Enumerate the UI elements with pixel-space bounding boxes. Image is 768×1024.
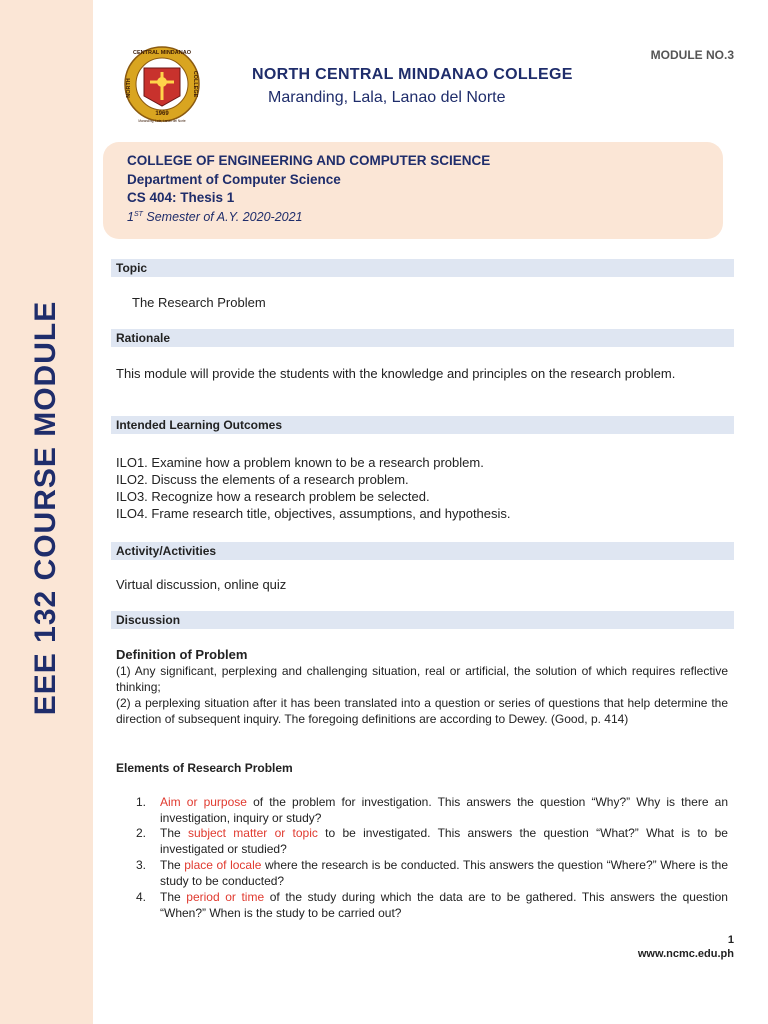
topic-text: The Research Problem (132, 295, 266, 310)
list-item: 4. The period or time of the study during which the data are to be gathered. This answers the question “When?” When is the study to be carried out? (136, 890, 728, 920)
website-link[interactable]: www.ncmc.edu.ph (637, 948, 734, 960)
logo-left-text: NORTH (126, 78, 132, 98)
semester-label: 1ST Semester of A.Y. 2020-2021 (127, 210, 303, 224)
definition-2: (2) a perplexing situation after it has been translated into a question or series of questions that help determine the direction of subsequent inquiry. The foregoing definitions are according to Dewey. (Good, p. 414) (116, 696, 728, 726)
course-module-title: EEE 132 COURSE MODULE (29, 300, 62, 716)
page-number: 1 (727, 934, 734, 946)
definition-title: Definition of Problem (116, 647, 248, 662)
list-item: 3. The place of locale where the research is be conducted. This answers the question “Where?” Where is the study to be conducted? (136, 858, 729, 888)
topic-heading: Topic (111, 259, 734, 277)
ilo-item: ILO2. Discuss the elements of a research problem. (116, 472, 409, 487)
course-info-box (103, 142, 723, 239)
rationale-text: This module will provide the students with the knowledge and principles on the research problem. (116, 366, 676, 381)
college-department-name: COLLEGE OF ENGINEERING AND COMPUTER SCIENCE (127, 153, 491, 168)
logo-year: 1969 (155, 111, 169, 117)
course-code: CS 404: Thesis 1 (127, 190, 235, 205)
rationale-heading: Rationale (111, 329, 734, 347)
ilo-item: ILO4. Frame research title, objectives, assumptions, and hypothesis. (116, 506, 511, 521)
college-logo (124, 44, 200, 126)
list-item: 1. Aim or purpose of the problem for investigation. This answers the question “Why?” Why is there an investigation, inquiry or study? (136, 795, 728, 825)
definition-1: (1) Any significant, perplexing and challenging situation, real or artificial, the solution of which requires reflective thinking; (116, 664, 728, 694)
activity-heading: Activity/Activities (111, 542, 734, 560)
module-number: MODULE NO.3 (650, 48, 734, 62)
logo-top-text: CENTRAL MINDANAO (133, 50, 191, 56)
ilo-item: ILO3. Recognize how a research problem be selected. (116, 489, 430, 504)
ilo-item: ILO1. Examine how a problem known to be a research problem. (116, 455, 484, 470)
department-name: Department of Computer Science (127, 172, 341, 187)
logo-right-text: COLLEGE (192, 70, 198, 98)
activity-text: Virtual discussion, online quiz (116, 577, 287, 592)
logo-bottom-text: Maranding, Lala, Lanao del Norte (138, 119, 186, 123)
ilo-heading: Intended Learning Outcomes (111, 416, 734, 434)
discussion-heading: Discussion (111, 611, 734, 629)
list-item: 2. The subject matter or topic to be investigated. This answers the question “What?” What is to be investigated or studied? (136, 826, 728, 856)
college-location: Maranding, Lala, Lanao del Norte (268, 89, 506, 106)
sidebar (0, 0, 93, 1024)
elements-title: Elements of Research Problem (116, 761, 293, 775)
college-name: NORTH CENTRAL MINDANAO COLLEGE (252, 66, 573, 83)
